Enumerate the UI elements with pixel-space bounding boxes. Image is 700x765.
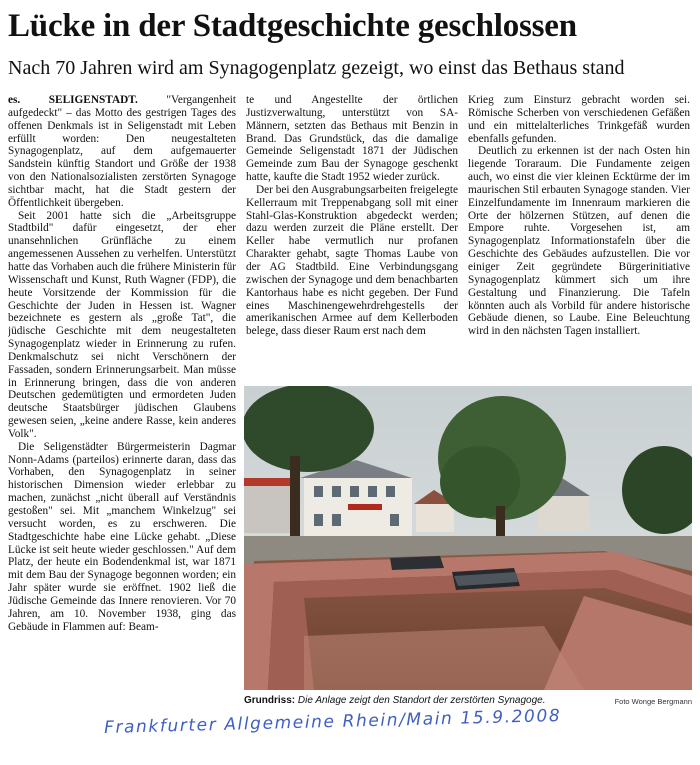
subheadline: Nach 70 Jahren wird am Synagogenplatz gezeigt, wo einst das Bethaus stand bbox=[8, 57, 625, 79]
article-column-3 bbox=[468, 94, 690, 386]
headline: Lücke in der Stadtgeschichte geschlossen bbox=[8, 8, 577, 44]
handwritten-source-note: Frankfurter Allgemeine Rhein/Main 15.9.2008 bbox=[103, 706, 562, 738]
article-paragraph: Der bei den Ausgrabungsarbeiten freigelegte Kellerraum mit Treppenabgang soll mit einer Stahl-Glas-Konstruktion abgedeckt werden; dazu werden zurzeit die Pläne erstellt. Der Keller habe vermutlich nur profanen Charakter gehabt, sagte Thomas Laube von der AG Stadtbild. Eine Verbindungsgang zwischen der Synagoge und dem benachbarten Kantorhaus habe es nicht gegeben. Der Fund eines Maschinengewehrdrehgestells der amerikanischen Armee auf dem Kellerboden belege, dass dieser Raum erst nach dem bbox=[246, 183, 458, 338]
article-paragraph: es. SELIGENSTADT. "Vergangenheit aufgedeckt" – das Motto des gestrigen Tages des offenen Denkmals ist in Seligenstadt mit Leben erfüllt worden: Den neugestalteten Synagogenplatz, auf dem aufgemauerter Sandstein künftig Standort und Größe der 1938 von den Nationalsozialisten zerstörten Synagoge sichtbar macht, hat die Stadt gestern der Öffentlichkeit übergeben. bbox=[8, 94, 236, 209]
caption-text: Die Anlage zeigt den Standort der zerstörten Synagoge. bbox=[295, 695, 546, 706]
article-paragraph: Seit 2001 hatte sich die „Arbeitsgruppe Stadtbild" dafür eingesetzt, der eher unansehnlichen Grünfläche zu einem angemessenen Aussehen zu verhelfen. Unterstützt hatte das Vorhaben auch die frühere Ministerin für Wissenschaft und Kunst, Ruth Wagner (FDP), die heute Vorsitzende der Kommission für die Geschichte der Juden in Hessen ist. Wagner bezeichnete es gestern als „große Tat", die jüdische Geschichte mit dem neugestalteten Synagogenplatz wieder in Erinnerung zu rufen. Denkmalschutz sei nicht Verschönern der Fassaden, sondern Erinnerungsarbeit. Man müsse in Erinnerung bringen, dass die von anderen Deutschen gedemütigten und ermordeten Juden deutsche Staatsbürger jüdischen Glaubens gewesen seien, „keine andere Rasse, kein anderes Volk". bbox=[8, 209, 236, 440]
dateline: es. SELIGENSTADT. bbox=[8, 94, 138, 106]
photo-credit: Foto Wonge Bergmann bbox=[614, 697, 692, 706]
synagogue-site-photo bbox=[244, 386, 692, 690]
article-column-1 bbox=[8, 94, 236, 744]
article-column-2 bbox=[246, 94, 458, 386]
article-paragraph: Deutlich zu erkennen ist der nach Osten hin liegende Toraraum. Die Fundamente zeigen auch, wo einst die vier kleinen Ecktürme der im maurischen Stil erbauten Synagoge standen. Vier Einzelfundamente im Innenraum markieren die Orte der hölzernen Stützen, auf denen die Empore ruhte. Vorgesehen ist, am Synagogenplatz Informationstafeln über die Geschichte des Gebäudes aufzustellen. Die vor einiger Zeit gegründete Bürgerinitiative Synagogenplatz kümmert sich um ihre Gestaltung und Finanzierung. Die Tafeln könnten auch als Vorbild für andere historische Gebäude dienen, so Laube. Eine Beleuchtung wird in den nächsten Tagen installiert. bbox=[468, 145, 690, 338]
photo-caption bbox=[244, 694, 692, 707]
article-paragraph: Krieg zum Einsturz gebracht worden sei. Römische Scherben von verschiedenen Gefäßen und ein mittelalterliches Trinkgefäß wurden ebenfalls gefunden. bbox=[468, 94, 690, 145]
article-paragraph: te und Angestellte der örtlichen Justizverwaltung, unterstützt von SA-Männern, setzten das Bethaus mit Benzin in Brand. Das Grundstück, das die damalige Gemeinde Seligenstadt 1871 der Jüdischen Gemeinde zum Bau der Synagoge geschenkt hatte, kaufte die Stadt 1952 wieder zurück. bbox=[246, 94, 458, 184]
article-paragraph: Die Seligenstädter Bürgermeisterin Dagmar Nonn-Adams (parteilos) erinnerte daran, dass das Vorhaben, den Synagogenplatz in seiner historischen Dimension wieder erlebbar zu machen, zunächst „nicht überall auf Verständnis gestoßen" sei. Mit „manchem Winkelzug" sei versucht worden, es zu erschweren. Die Stadtgeschichte habe eine Lücke gehabt. „Diese Lücke ist seit heute wieder geschlossen." Auf dem Platz, der heute ein Bodendenkmal ist, war 1871 mit dem Bau der Synagoge begonnen worden; ein Jahr später wurde sie eröffnet. 1902 ließ die Jüdische Gemeinde das Innere renovieren. Vor 70 Jahren, am 10. November 1938, ging das Gebäude in Flammen auf: Beam- bbox=[8, 440, 236, 633]
caption-lead: Grundriss: bbox=[244, 695, 296, 706]
